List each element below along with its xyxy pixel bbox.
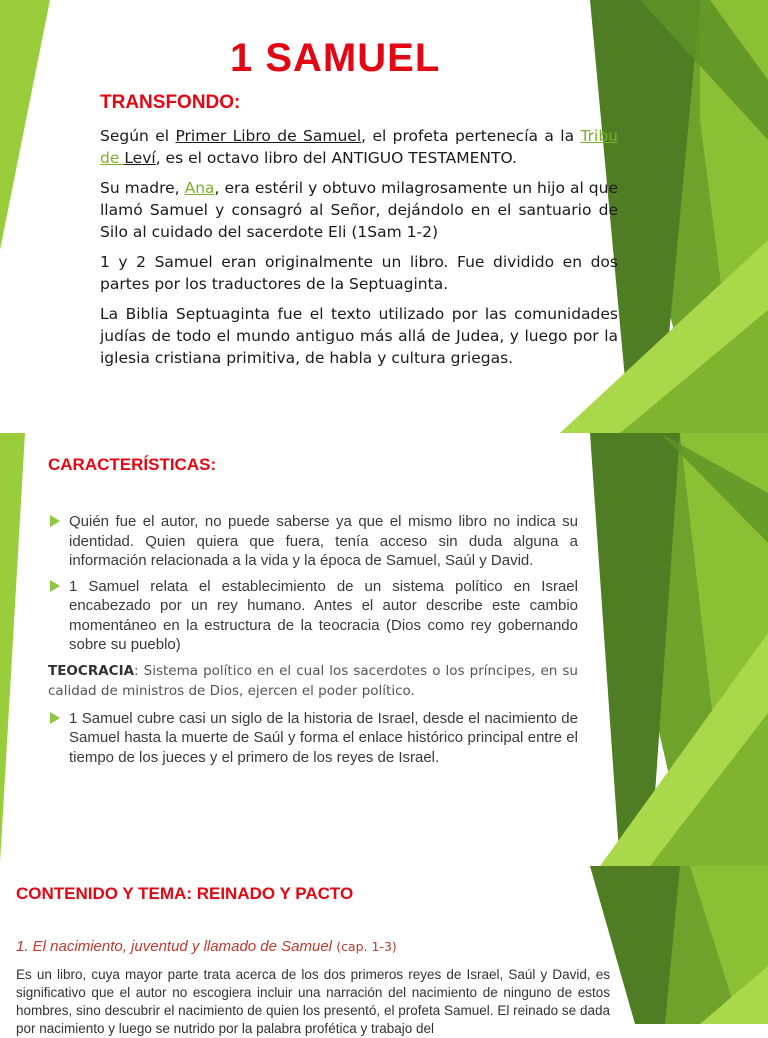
document-title: 1 SAMUEL [230,36,441,80]
list-item [48,577,578,655]
text: , era estéril y obtuvo milagrosamente un hijo al que llamó Samuel y consagró al Señor, dejándolo en el santuario de Silo al cuidado del sacerdote Eli (1Sam 1-2) [100,179,618,241]
paragraph-1 [100,125,618,169]
transfondo-body [100,125,618,377]
bullet-arrow-icon [50,580,60,592]
subheading-text: 1. El nacimiento, juventud y llamado de Samuel [16,938,333,955]
chapter-reference: (cap. 1-3) [336,939,397,954]
bullet-arrow-icon [50,712,60,724]
heading-transfondo: TRANSFONDO: [100,92,241,113]
link-levi[interactable]: Leví [124,149,156,167]
list-item-text: Quién fue el autor, no puede saberse ya que el mismo libro no indica su identidad. Quien quiera que fuera, tenía acceso sin duda alguna a información relacionada a la vida y la época de Samuel, Saúl y David. [69,513,578,569]
heading-caracteristicas: CARACTERÍSTICAS: [48,455,217,474]
text: , el profeta pertenecía a la [361,127,581,145]
paragraph-2 [100,177,618,243]
text: , es el octavo libro del ANTIGUO TESTAMENTO. [155,149,517,167]
teocracia-term: TEOCRACIA [48,662,135,679]
paragraph-4: La Biblia Septuaginta fue el texto utilizado por las comunidades judías de todo el mundo antiguo más allá de Judea, y luego por la iglesia cristiana primitiva, de habla y cultura griegas. [100,305,618,367]
link-tribu[interactable]: Tribu de [100,127,618,167]
link-ana[interactable]: Ana [184,179,215,197]
teocracia-definition [48,661,578,701]
characteristics-list [48,512,578,773]
teocracia-text: : Sistema político en el cual los sacerdotes o los príncipes, en su calidad de ministros de Dios, ejercen el poder político. [48,662,578,699]
text: Su madre, [100,179,185,197]
list-item [48,709,578,768]
text: Según el [100,127,176,145]
link-primer-libro[interactable]: Primer Libro de Samuel [175,127,362,145]
section-subheading [16,938,397,955]
paragraph-3: 1 y 2 Samuel eran originalmente un libro. Fue dividido en dos partes por los traductores de la Septuaginta. [100,253,618,293]
heading-contenido: CONTENIDO Y TEMA: REINADO Y PACTO [16,884,354,903]
list-item-text: 1 Samuel relata el establecimiento de un sistema político en Israel encabezado por un rey humano. Antes el autor describe este cambio momentáneo en la estructura de la teocracia (Dios como rey gobernando sobre su pueblo) [69,577,578,653]
list-item [48,512,578,571]
slide-contenido [0,866,768,1036]
slide-transfondo [0,0,768,433]
list-item-text: 1 Samuel cubre casi un siglo de la historia de Israel, desde el nacimiento de Samuel hasta la muerte de Saúl y forma el enlace histórico principal entre el tiempo de los jueces y el primero de los reyes de Israel. [69,709,578,766]
content-paragraph: Es un libro, cuya mayor parte trata acerca de los dos primeros reyes de Israel, Saúl y David, es significativo que el autor no escogiera incluir una narración del nacimiento de ninguno de estos hombres, sino descubrir el nacimiento de quien los presentó, el profeta Samuel. El reinado se dada por nacimiento y luego se nutrido por la palabra profética y trabajo del [16,967,610,1036]
bullet-arrow-icon [50,515,60,527]
slide-caracteristicas [0,433,768,866]
